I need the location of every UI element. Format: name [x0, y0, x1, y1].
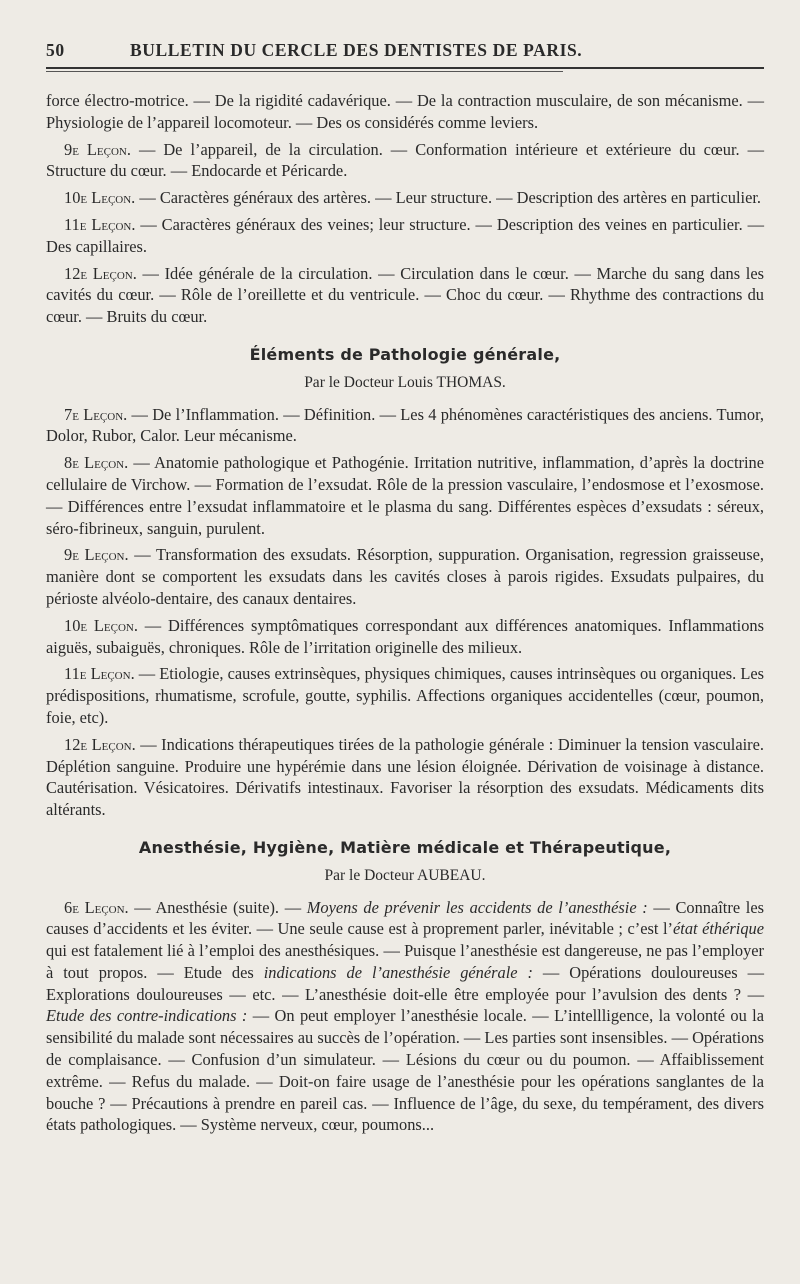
lesson-text: — De l’Inflammation. — Définition. — Les 4 phénomènes caractéristiques des anciens. Tumor, Dolor, Rubor, Calor. Leur mécanisme. — [46, 404, 764, 446]
lesson-label: 6e Leçon. — [64, 897, 129, 917]
running-header — [46, 40, 764, 61]
intro-paragraph: force électro-motrice. — De la rigidité cadavérique. — De la contraction musculaire, de son mécanisme. — Physiologie de l’appareil locomoteur. — Des os considérés comme leviers. — [46, 91, 764, 132]
lesson-label: 9e Leçon. — [64, 545, 129, 565]
article-body — [46, 90, 764, 1136]
lesson-text: — Transformation des exsudats. Résorption, suppuration. Organisation, regression graisseuse, manière dont se comportent les exsudats dans les cavités closes à parois rigides. Exsudats pulpaires, du périoste alvéolo-dentaire, des canaux dentaires. — [46, 545, 764, 608]
section-heading-pathology: Éléments de Pathologie générale, — [249, 344, 561, 364]
lesson-text: — On peut employer l’anesthésie locale. — L’intellligence, la volonté ou la sensibilité du malade sont nécessaires au succès de l’opération. — Les parties sont insensibles. — Opérations de complaisance. — Confusion d’un simulateur. — Lésions du cœur ou du poumon. — Affaiblissement extrême. — Refus du malade. — Doit-on faire usage de l’anesthésie pour les opérations sanglantes de la bouche ? — Précautions à prendre en pareil cas. — Influence de l’âge, du sexe, du tempérament, des divers états pathologiques. — Système nerveux, cœur, poumons... — [46, 1006, 764, 1135]
lesson-text: — Anatomie pathologique et Pathogénie. Irritation nutritive, inflammation, d’après la doctrine cellulaire de Virchow. — Formation de l’exsudat. Rôle de la pression vasculaire, l’endosmose et l’exosmose. — Différences entre l’exsudat inflammatoire et le plasma du sang. Différentes espèces d’exsudats : séreux, séro-fibrineux, sanguin, purulent. — [46, 453, 764, 538]
lesson-paragraph — [46, 214, 764, 258]
page-number: 50 — [46, 40, 65, 60]
lesson-text: — Indications thérapeutiques tirées de la pathologie générale : Diminuer la tension vasculaire. Déplétion sanguine. Produire une hypérémie dans une lésion éloignée. Dérivation de voisinage à distance. Cautérisation. Vésicatoires. Dérivatifs intestinaux. Favoriser la résorption des exsudats. Médicaments dits altérants. — [46, 734, 764, 820]
lesson-text: — Caractères généraux des artères. — Leur structure. — Description des artères en particulier. — [135, 188, 762, 208]
section-author: Par le Docteur AUBEAU. — [324, 866, 486, 884]
header-rule — [46, 67, 764, 69]
lesson-italic-text: indications de l’anesthésie générale : — [263, 962, 533, 982]
header-rule-thin — [46, 71, 563, 72]
lesson-paragraph — [46, 897, 764, 1137]
lesson-paragraph — [46, 187, 764, 209]
lesson-italic-text: état éthérique — [673, 919, 765, 939]
lesson-paragraph — [46, 452, 764, 539]
lesson-paragraph — [46, 139, 764, 183]
lesson-paragraph — [46, 544, 764, 609]
journal-title: BULLETIN DU CERCLE DES DENTISTES DE PARIS. — [130, 40, 583, 60]
lesson-text: — Etiologie, causes extrinsèques, physiques chimiques, causes intrinsèques ou organiques. Les prédispositions, rhumatisme, scrofule, goutte, syphilis. Affections organiques accidentelles (cœur, poumon, foie, etc). — [46, 664, 765, 727]
lesson-label: 11e Leçon. — [64, 664, 135, 684]
lesson-label: 11e Leçon. — [64, 214, 136, 234]
lesson-text: — Connaître les causes d’accidents et les éviter. — Une seule cause est à proprement parler, inévitable ; c’est l’ — [46, 897, 764, 939]
lesson-text: — Opérations douloureuses — Explorations douloureuses — etc. — L’anesthésie doit-elle être employée pour l’avulsion des dents ? — — [46, 962, 764, 1004]
lesson-text: — Différences symptômatiques correspondant aux différences anatomiques. Inflammations aiguës, subaiguës, chroniques. Rôle de l’irritation originelle des milieux. — [46, 615, 764, 657]
lesson-paragraph — [46, 263, 764, 328]
lesson-paragraph — [46, 404, 764, 448]
lesson-label: 12e Leçon. — [64, 734, 136, 754]
lesson-text: — De l’appareil, de la circulation. — Conformation intérieure et extérieure du cœur. — Structure du cœur. — Endocarde et Péricarde. — [46, 139, 764, 181]
lesson-label: 7e Leçon. — [64, 404, 128, 424]
lesson-label: 10e Leçon. — [64, 615, 138, 635]
lesson-label: 12e Leçon. — [64, 263, 137, 283]
lesson-paragraph — [46, 615, 764, 659]
lesson-text: — Caractères généraux des veines; leur structure. — Description des veines en particulier. — Des capillaires. — [46, 214, 764, 256]
lesson-paragraph — [46, 663, 764, 728]
lesson-text: — Idée générale de la circulation. — Circulation dans le cœur. — Marche du sang dans les cavités du cœur. — Rôle de l’oreillette et du ventricule. — Choc du cœur. — Rhythme des contractions du cœur. — Bruits du cœur. — [46, 263, 764, 327]
lesson-label: 10e Leçon. — [64, 188, 136, 208]
section-author: Par le Docteur Louis THOMAS. — [304, 373, 506, 391]
lesson-label: 8e Leçon. — [64, 453, 129, 473]
lesson-label: 9e Leçon. — [64, 139, 131, 159]
lesson-text: — Anesthésie (suite). — — [128, 897, 307, 917]
lesson-italic-text: Etude des contre-indications : — [46, 1006, 248, 1026]
lesson-paragraph — [46, 734, 764, 821]
lesson-text: qui est fatalement lié à l’emploi des anesthésiques. — Puisque l’anesthésie est dangereuse, ne pas l’employer à tout propos. — Etude des — [46, 941, 764, 982]
lesson-italic-text: Moyens de prévenir les accidents de l’anesthésie : — [306, 897, 648, 917]
section-heading-anesthesia: Anesthésie, Hygiène, Matière médicale et Thérapeutique, — [138, 837, 672, 857]
